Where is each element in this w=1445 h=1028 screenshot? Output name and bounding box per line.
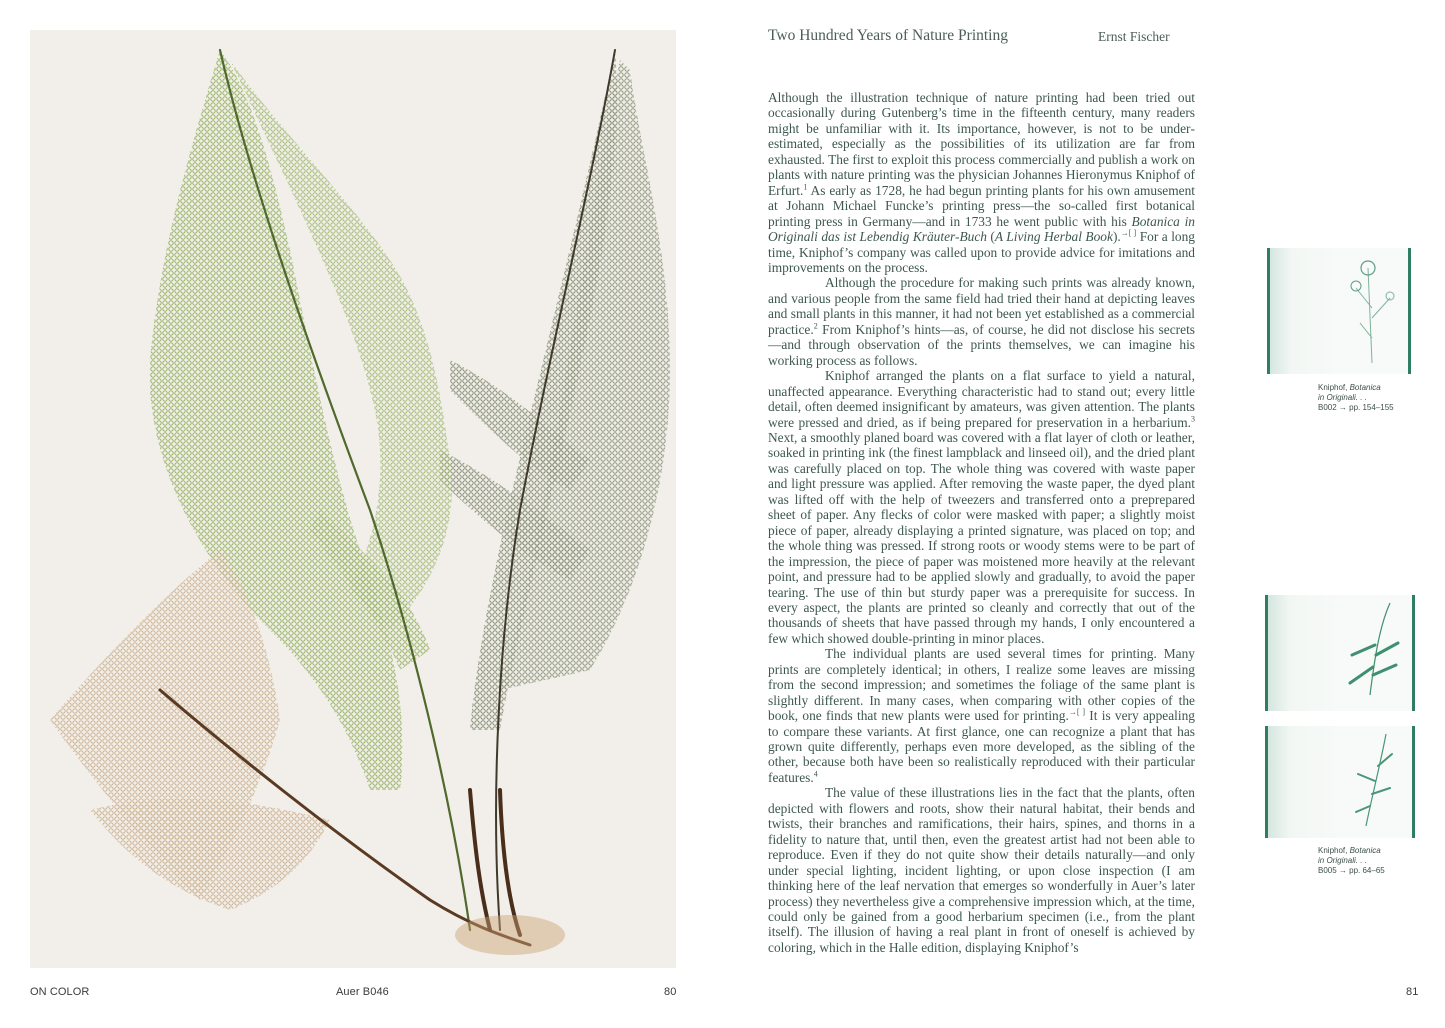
paragraph	[768, 785, 1195, 955]
paragraph	[768, 90, 1195, 275]
footnote-marker: 2	[813, 321, 818, 331]
text-run: As early as 1728, he had begun printing plants for his own amusement at Johann Michael Funcke’s printing press—the so-called first botanical printing press in Germany—and in 1733 he went public with his	[768, 182, 1195, 229]
caption-ref-link[interactable]: B005 → pp. 64–65	[1318, 866, 1385, 875]
footnote-marker: 4	[813, 769, 818, 779]
caption-b002	[1318, 383, 1394, 413]
caption-title: Botanica	[1349, 846, 1381, 855]
caption-author: Kniphof,	[1318, 846, 1350, 855]
caption-b005	[1318, 846, 1385, 876]
italic-title: A Living Herbal Book	[994, 229, 1113, 245]
page-number-left: 80	[664, 986, 677, 998]
fern-illustration	[30, 30, 676, 968]
footer-plate-ref: Auer B046	[336, 986, 389, 998]
thumbnail-botanica-b002	[1267, 248, 1411, 374]
thistle-plant-icon	[1338, 248, 1408, 374]
grass-plant-icon	[1340, 726, 1412, 838]
text-run: The value of these illustrations lies in the fact that the plants, often depicted with flowers and roots, show their natural habitat, their bends and twists, their branches and ramifications, their hairs, spines, and thorns in a fidelity to nature that, until then, even the greatest artist had not been able to reproduce. Even if they do not quite show their details naturally—and only under special lighting, incident lighting, or upon close inspection (I am thinking here of the leaf nervation that emerges so wonderfully in Auer’s later process) they nevertheless give a comprehensive impression which, at the time, could only be gained from a good herbarium specimen (i.e., from the plant itself). The illusion of having a real plant in front of oneself is achieved by coloring, which in the Halle edition, displaying Kniphof’s	[768, 785, 1195, 955]
text-run: It is very appealing to compare these variants. At first glance, one can recognize a plant that has grown quite differently, perhaps even more developed, as the sibling of the other, because both have been so realistically reproduced with their particular features.	[768, 708, 1196, 785]
caption-title-cont: in Originali. . .	[1318, 393, 1367, 402]
dark-frond	[440, 50, 670, 730]
footnote-marker: 3	[1191, 414, 1195, 424]
text-run: Next, a smoothly planed board was covered with a flat layer of cloth or leather, soaked in printing ink (the finest lampblack and linseed oil), and the dried plant was carefully placed on top. The whole thing was covered with waste paper and light pressure was applied. After removing the waste paper, the dyed plant was lifted off with the help of tweezers and transferred onto a preprepared sheet of paper. Any flecks of color were masked with paper; a slightly moist piece of paper, already displaying a printed signature, was placed on top; and the whole thing was pressed. If strong roots or woody stems were to be part of the impression, the piece of paper was moistened more heavily at the relevant point, and pressure had to be applied slowly and gradually, to avoid the paper tearing. The use of thin but sturdy paper was a prerequisite for success. In every aspect, the plants are printed so cleanly and correctly that out of the thousands of sheets that have passed through my hands, I only encountered a few which showed double-printing in minor places.	[768, 429, 1195, 646]
article-body	[768, 90, 1195, 955]
thumbnail-botanica-b005-b	[1265, 726, 1415, 838]
paragraph	[768, 368, 1195, 646]
italic-title: Botanica in Originali das ist Lebendig Kräuter-Buch	[768, 213, 1196, 245]
text-run: Although the illustration technique of nature printing had been tried out occasionally during Gutenberg’s time in the fifteenth century, many readers might be unfamiliar with it. Its importance, however, is not to be underestimated, especially as the possibilities of its utilization are far from exhausted. The first to exploit this process commercially and publish a work on plants with nature printing was the physician Johannes Hieronymus Kniphof of Erfurt.	[768, 90, 1195, 198]
caption-ref-link[interactable]: B002 → pp. 154–155	[1318, 403, 1394, 412]
paragraph	[768, 646, 1195, 785]
footnote-marker: →[ ]	[1120, 228, 1137, 238]
footnote-marker: →[ ]	[1068, 707, 1086, 717]
text-run: From Kniphof’s hints—as, of course, he did not disclose his secrets—and through observation of the prints themselves, we can imagine his working process as follows.	[768, 321, 1195, 368]
text-run: Kniphof arranged the plants on a flat surface to yield a natural, unaffected appearance. Everything characteristic had to stand out; every little detail, often deemed insignificant by amateurs, was given attention. The plants were pressed and dried, as if being prepared for preservation in a herbarium.	[768, 368, 1195, 430]
paragraph	[768, 275, 1195, 368]
caption-title: Botanica	[1349, 383, 1381, 392]
text-run: Although the procedure for making such prints was already known, and various people from the same field had tried their hand at depicting leaves and small plants in this manner, it had not been yet established as a commercial practice.	[768, 275, 1195, 337]
article-title: Two Hundred Years of Nature Printing	[768, 27, 1008, 44]
caption-author: Kniphof,	[1318, 383, 1350, 392]
caption-title-cont: in Originali. . .	[1318, 856, 1367, 865]
text-run: ).	[1112, 229, 1121, 245]
thumbnail-botanica-b005-a	[1265, 595, 1415, 711]
text-run: (	[986, 229, 995, 245]
footnote-marker: 1	[803, 182, 808, 192]
fern-plate-image	[30, 30, 676, 968]
text-run: The individual plants are used several times for printing. Many prints are completely identical; in others, I realize some leaves are missing from the second impression; and sometimes the foliage of the same plant is slightly different. In many cases, when comparing with other copies of the book, one finds that new plants were used for printing.	[768, 646, 1195, 724]
root-mass	[455, 915, 565, 955]
footer-section-label: ON COLOR	[30, 986, 90, 998]
willow-plant-icon	[1340, 595, 1412, 711]
article-author: Ernst Fischer	[1098, 29, 1170, 44]
page-number-right: 81	[1406, 986, 1419, 998]
text-run: For a long time, Kniphof’s company was called upon to provide advice for imitations and improvements on the process.	[768, 229, 1195, 275]
